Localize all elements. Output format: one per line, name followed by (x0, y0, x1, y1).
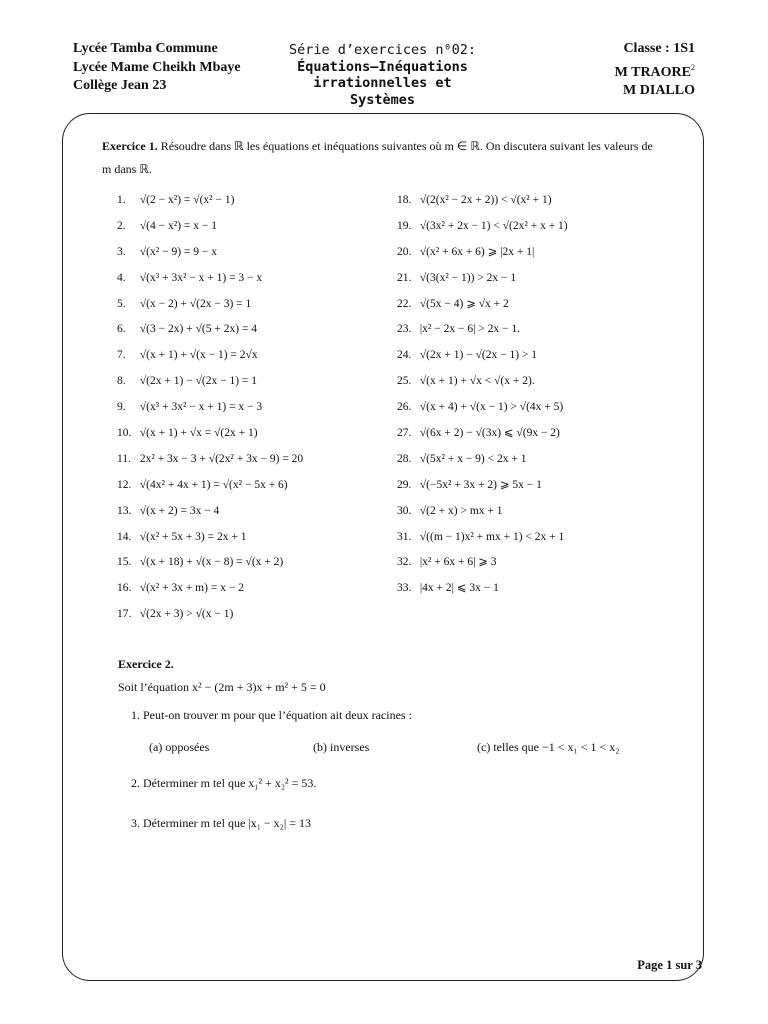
exercise-1-text: Résoudre dans ℝ les équations et inéquations suivantes où m ∈ ℝ. On discutera suivant les valeurs de m dans ℝ. (102, 139, 653, 176)
exercise-2-question-1a: (a) opposées (149, 740, 210, 754)
exercise-item-number: 14. (117, 530, 132, 543)
exercise-item-number: 3. (117, 245, 126, 258)
exercise-1-intro (102, 135, 662, 181)
exercise-item-expression: √(x + 1) + √x < √(x + 2). (419, 375, 535, 388)
exercise-1-list-right (397, 193, 568, 607)
exercise-item-number: 5. (117, 297, 126, 310)
exercise-item (117, 348, 303, 374)
exercise-item-number: 8. (117, 375, 126, 388)
exercise-item-expression: √(2 − x²) = √(x² − 1) (139, 194, 235, 206)
exercise-item (397, 219, 568, 245)
exercise-item (117, 581, 303, 607)
exercise-item (397, 478, 568, 504)
exercise-item-number: 21. (397, 271, 412, 284)
exercise-item-number: 20. (397, 245, 412, 258)
exercise-item-expression: √(x³ + 3x² − x + 1) = 3 − x (139, 271, 263, 284)
exercise-item (397, 348, 568, 374)
exercise-item-expression: √(4x² + 4x + 1) = √(x² − 5x + 6) (139, 478, 288, 491)
school-name-1: Lycée Tamba Commune (73, 41, 218, 56)
exercise-item (117, 297, 303, 323)
exercise-item-number: 33. (397, 582, 412, 595)
exercise-item-expression: √(x − 2) + √(2x − 3) = 1 (139, 297, 252, 310)
exercise-item-number: 19. (397, 219, 412, 232)
exercise-item (117, 400, 303, 426)
exercise-item-number: 13. (117, 504, 132, 517)
exercise-2-question-1c: (c) telles que −1 < x₁ < 1 < x₂ (477, 740, 620, 754)
exercise-item (397, 426, 568, 452)
exercise-1-label: Exercice 1. (102, 139, 158, 153)
teacher-1 (615, 59, 695, 83)
page-number: Page 1 sur 3 (637, 958, 702, 972)
exercise-item (117, 426, 303, 452)
exercise-item-expression: √(x² − 9) = 9 − x (139, 245, 218, 258)
exercise-item-number: 30. (397, 504, 412, 517)
exercise-item-number: 25. (397, 375, 412, 388)
exercise-item-expression: √(x + 2) = 3x − 4 (139, 504, 220, 517)
exercise-item-number: 26. (397, 401, 412, 414)
exercise-item-expression: √(4 − x²) = x − 1 (139, 219, 218, 232)
exercise-item-number: 9. (117, 401, 126, 414)
school-name-3: Collège Jean 23 (73, 78, 167, 93)
teacher-1-name: M TRAORE (614, 64, 691, 80)
exercise-item-expression: √(3x² + 2x − 1) < √(2x² + x + 1) (419, 219, 568, 232)
exercise-item-number: 28. (397, 452, 412, 465)
exercise-2-intro: Soit l’équation x² − (2m + 3)x + m² + 5 = 0 (118, 680, 326, 694)
teacher-2: M DIALLO (623, 83, 695, 98)
exercise-item-number: 16. (117, 582, 132, 595)
title-line-3: irrationnelles et (313, 75, 452, 91)
exercise-2-question-3: 3. Déterminer m tel que |x₁ − x₂| = 13 (131, 816, 311, 830)
exercise-item-number: 1. (117, 194, 126, 206)
class-label: Classe : 1S1 (623, 41, 695, 56)
exercise-1-list-left (117, 193, 303, 633)
exercise-item (397, 271, 568, 297)
exercise-item (117, 607, 303, 633)
exercise-item-number: 32. (397, 556, 412, 569)
document-title (250, 42, 515, 108)
exercise-item (117, 193, 303, 219)
exercise-item-number: 6. (117, 323, 126, 336)
exercise-item (397, 555, 568, 581)
exercise-item (397, 504, 568, 530)
exercise-item-number: 29. (397, 478, 412, 491)
school-names (73, 40, 241, 96)
exercise-item (117, 245, 303, 271)
exercise-item-number: 10. (117, 427, 132, 440)
exercise-item-expression: √(5x − 4) ⩾ √x + 2 (419, 297, 509, 310)
exercise-2-question-1: 1. Peut-on trouver m pour que l’équation ait deux racines : (131, 708, 412, 722)
exercise-item-expression: |4x + 2| ⩽ 3x − 1 (419, 582, 499, 595)
exercise-item-expression: √(2 + x) > mx + 1 (419, 504, 503, 517)
exercise-item (397, 581, 568, 607)
exercise-item-expression: √(5x² + x − 9) < 2x + 1 (419, 452, 527, 465)
exercise-item-expression: √(x + 4) + √(x − 1) > √(4x + 5) (419, 401, 564, 414)
exercise-item-number: 7. (117, 349, 126, 362)
exercise-item-number: 31. (397, 530, 412, 543)
exercise-item (397, 245, 568, 271)
title-line-1: Série d’exercices n⁰02: (289, 42, 476, 58)
exercise-item-number: 11. (117, 452, 131, 465)
exercise-item-expression: √(x² + 3x + m) = x − 2 (139, 582, 244, 595)
exercise-item-expression: √(x + 18) + √(x − 8) = √(x + 2) (139, 556, 284, 569)
exercise-item (397, 530, 568, 556)
exercise-item-number: 2. (117, 219, 126, 232)
exercise-item-expression: √((m − 1)x² + mx + 1) < 2x + 1 (419, 530, 565, 543)
exercise-item-expression: √(6x + 2) − √(3x) ⩽ √(9x − 2) (419, 427, 560, 440)
exercise-item (397, 374, 568, 400)
exercise-item-number: 15. (117, 556, 132, 569)
exercise-item-expression: √(x³ + 3x² − x + 1) = x − 3 (139, 401, 263, 414)
exercise-item-number: 23. (397, 323, 412, 336)
exercise-item (117, 452, 303, 478)
class-info (615, 40, 695, 101)
exercise-item-expression: √(3 − 2x) + √(5 + 2x) = 4 (139, 323, 258, 336)
exercise-item-number: 17. (117, 608, 132, 621)
exercise-item-expression: √(3(x² − 1)) > 2x − 1 (419, 271, 517, 284)
exercise-item-expression: √(2x + 3) > √(x − 1) (139, 608, 234, 621)
exercise-item-expression: √(x + 1) + √(x − 1) = 2√x (139, 349, 258, 362)
exercise-item-expression: √(2x + 1) − √(2x − 1) > 1 (419, 349, 538, 362)
school-name-2: Lycée Mame Cheikh Mbaye (73, 59, 241, 75)
exercise-2-question-1b: (b) inverses (313, 740, 370, 754)
exercise-item (397, 400, 568, 426)
exercise-item (397, 322, 568, 348)
exercise-item (117, 504, 303, 530)
exercise-item-expression: √(2x + 1) − √(2x − 1) = 1 (139, 375, 258, 388)
teacher-1-sup: 2 (691, 62, 695, 72)
exercise-2-question-2: 2. Déterminer m tel que x₁² + x₂² = 53. (131, 776, 317, 790)
exercise-item-expression: √(2(x² − 2x + 2)) < √(x² + 1) (419, 194, 552, 206)
exercise-item-expression: √(−5x² + 3x + 2) ⩾ 5x − 1 (419, 478, 542, 491)
exercise-item-expression: 2x² + 3x − 3 + √(2x² + 3x − 9) = 20 (139, 452, 304, 465)
exercise-item (397, 297, 568, 323)
exercise-item (117, 374, 303, 400)
title-line-4: Systèmes (349, 91, 416, 108)
exercise-item (117, 219, 303, 245)
exercise-item (117, 555, 303, 581)
exercise-item-number: 24. (397, 349, 412, 362)
exercise-item-number: 27. (397, 427, 412, 440)
exercise-item (117, 530, 303, 556)
exercise-item (397, 193, 568, 219)
exercise-item-number: 18. (397, 194, 412, 206)
title-line-2: Équations–Inéquations (297, 58, 468, 75)
exercise-2-label: Exercice 2. (118, 657, 174, 671)
exercise-item-expression: |x² + 6x + 6| ⩾ 3 (419, 556, 497, 569)
exercise-item-expression: √(x² + 6x + 6) ⩾ |2x + 1| (419, 245, 535, 258)
exercise-item-expression: √(x² + 5x + 3) = 2x + 1 (139, 530, 247, 543)
exercise-item-number: 12. (117, 478, 132, 491)
exercise-item (397, 452, 568, 478)
exercise-item-number: 4. (117, 271, 126, 284)
exercise-item (117, 478, 303, 504)
exercise-item-expression: |x² − 2x − 6| > 2x − 1. (419, 323, 520, 336)
exercise-item (117, 322, 303, 348)
exercise-item (117, 271, 303, 297)
exercise-item-expression: √(x + 1) + √x = √(2x + 1) (139, 427, 258, 440)
exercise-item-number: 22. (397, 297, 412, 310)
